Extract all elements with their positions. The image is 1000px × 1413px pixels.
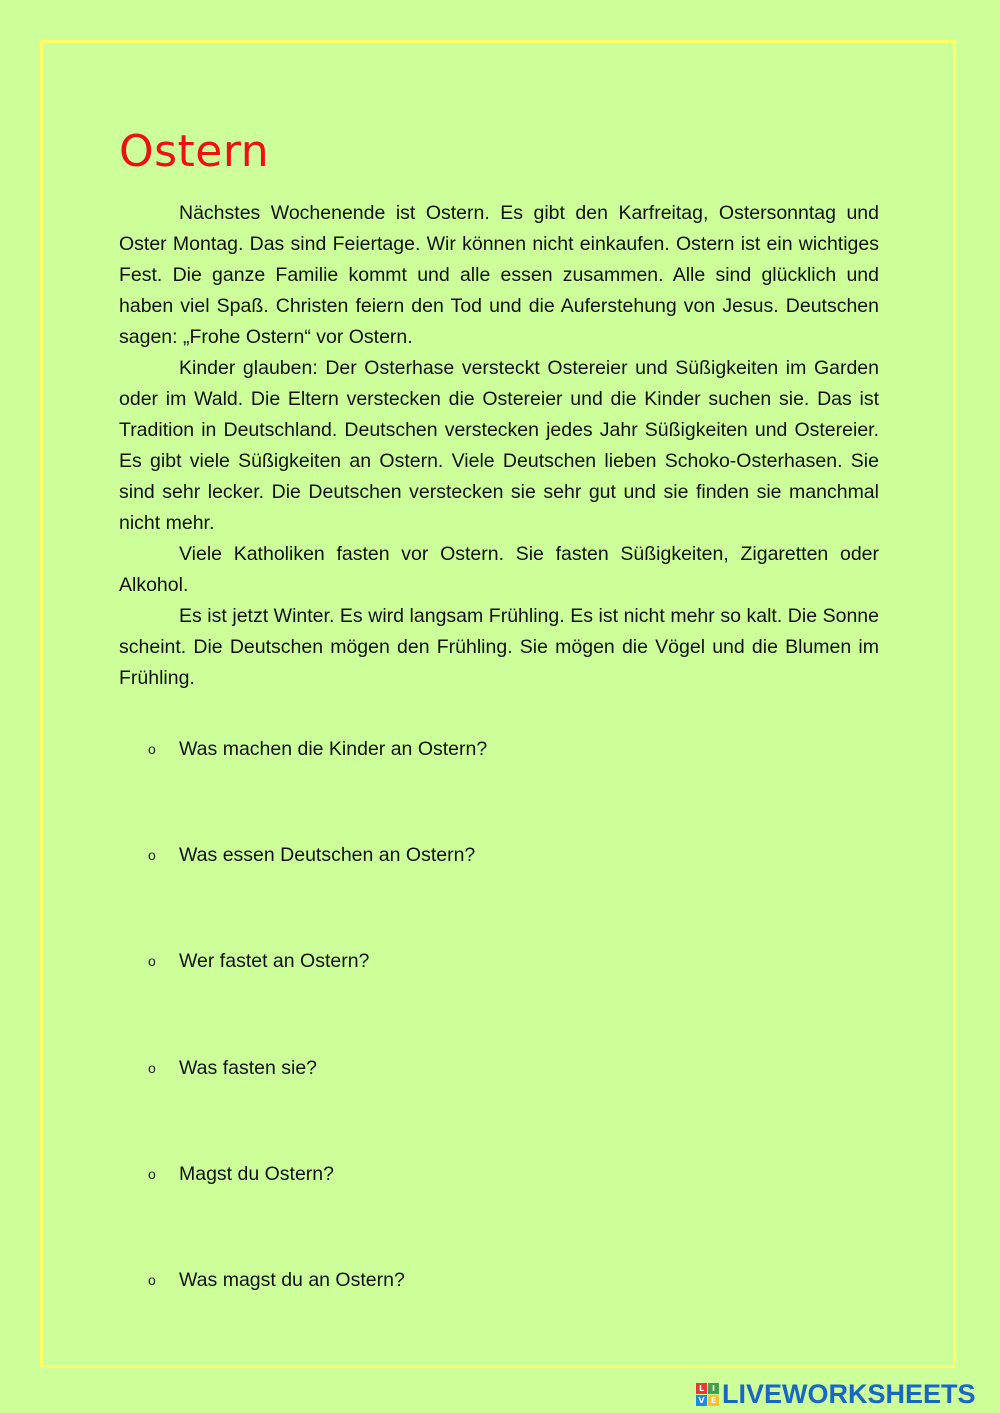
question-item [148, 1159, 334, 1190]
bullet-circle-icon: o [148, 1272, 156, 1288]
question-text: Was fasten sie? [179, 1057, 318, 1079]
logo-mark-icon [696, 1383, 719, 1406]
reading-text [119, 198, 879, 694]
logo-text: LIVEWORKSHEETS [722, 1379, 976, 1409]
logo-mark-letter: I [708, 1383, 719, 1394]
bullet-circle-icon: o [148, 741, 156, 757]
question-item [148, 1053, 317, 1084]
question-text: Wer fastet an Ostern? [179, 950, 370, 972]
bullet-circle-icon: o [148, 847, 156, 863]
logo-mark-letter: V [696, 1395, 707, 1406]
question-text: Was machen die Kinder an Ostern? [179, 738, 488, 760]
question-item [148, 946, 369, 977]
bullet-circle-icon: o [148, 1060, 156, 1076]
bullet-circle-icon: o [148, 953, 156, 969]
paragraph: Kinder glauben: Der Osterhase versteckt Ostereier und Süßigkeiten im Garden oder im Wald. Die Eltern verstecken die Ostereier und die Kinder suchen sie. Das ist Tradition in Deutschland. Deutschen verstecken jedes Jahr Süßigkeiten und Ostereier. Es gibt viele Süßigkeiten an Ostern. Viele Deutschen lieben Schoko-Osterhasen. Sie sind sehr lecker. Die Deutschen verstecken sie sehr gut und sie finden sie manchmal nicht mehr. [119, 357, 879, 534]
question-text: Magst du Ostern? [179, 1163, 334, 1185]
paragraph: Viele Katholiken fasten vor Ostern. Sie fasten Süßigkeiten, Zigaretten oder Alkohol. [119, 543, 879, 596]
paragraph: Nächstes Wochenende ist Ostern. Es gibt den Karfreitag, Ostersonntag und Oster Montag. Das sind Feiertage. Wir können nicht einkaufen. Ostern ist ein wichtiges Fest. Die ganze Familie kommt und alle essen zusammen. Alle sind glücklich und haben viel Spaß. Christen feiern den Tod und die Auferstehung von Jesus. Deutschen sagen: „Frohe Ostern“ vor Ostern. [119, 202, 879, 348]
question-item [148, 1265, 405, 1296]
bullet-circle-icon: o [148, 1166, 156, 1182]
question-item [148, 734, 487, 765]
question-item [148, 840, 475, 871]
liveworksheets-logo[interactable] [696, 1379, 976, 1409]
question-text: Was magst du an Ostern? [179, 1269, 405, 1291]
logo-mark-letter: L [696, 1383, 707, 1394]
page-title: Ostern [119, 126, 270, 177]
logo-mark-letter: E [708, 1395, 719, 1406]
paragraph: Es ist jetzt Winter. Es wird langsam Frühling. Es ist nicht mehr so kalt. Die Sonne scheint. Die Deutschen mögen den Frühling. Sie mögen die Vögel und die Blumen im Frühling. [119, 605, 879, 689]
question-text: Was essen Deutschen an Ostern? [179, 844, 476, 866]
